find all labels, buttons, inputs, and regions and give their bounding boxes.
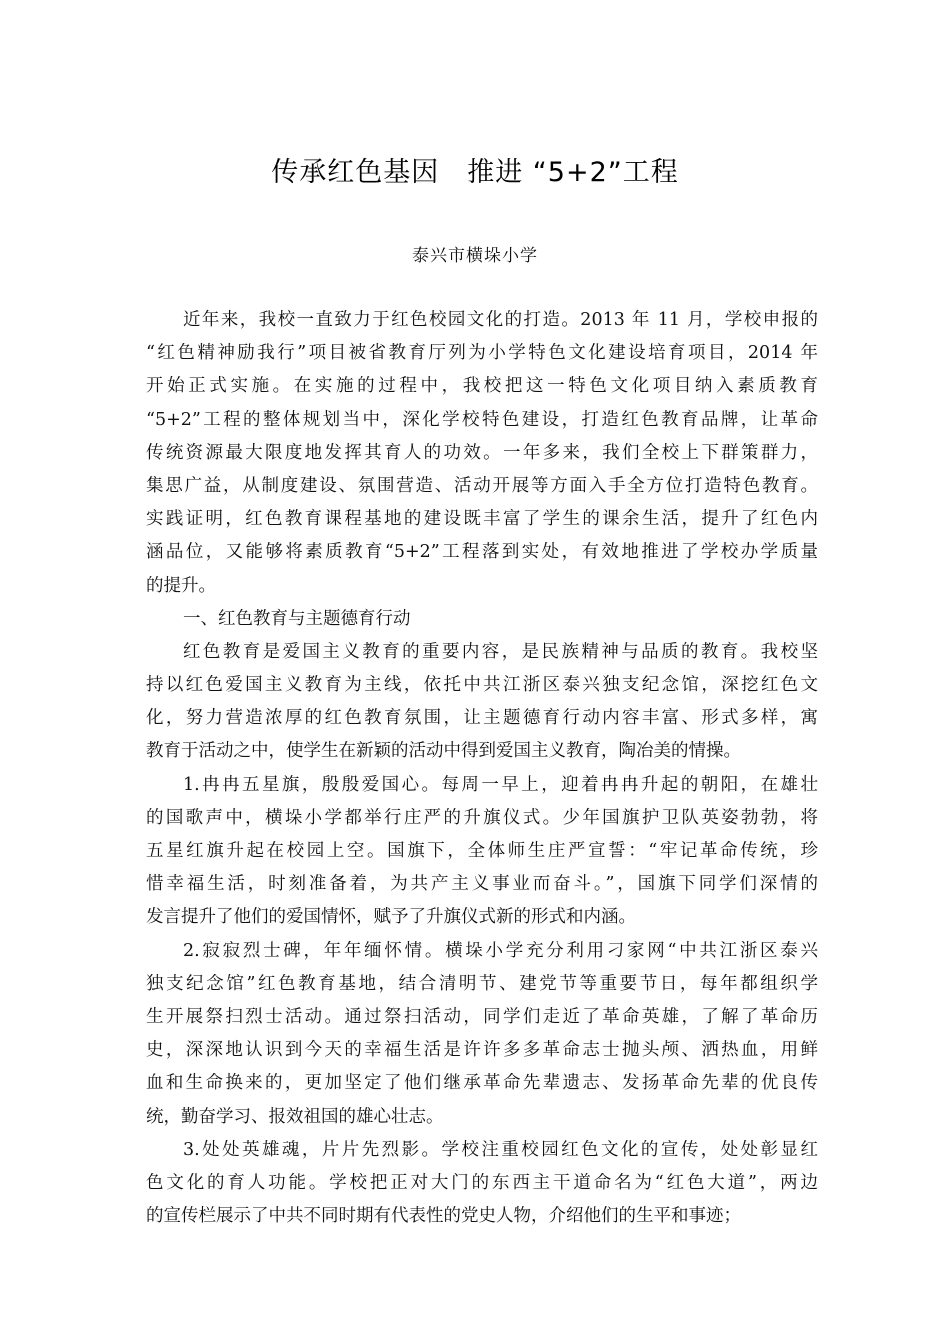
body-line: 发言提升了他们的爱国情怀，赋予了升旗仪式新的形式和内涵。 xyxy=(146,907,636,928)
body-line: 五星红旗升起在校园上空。国旗下，全体师生庄严宣誓：“牢记革命传统，珍 xyxy=(146,841,818,861)
body-line: 的提升。 xyxy=(146,575,216,596)
body-line: 集思广益，从制度建设、氛围营造、活动开展等方面入手全方位打造特色教育。 xyxy=(146,475,818,496)
document-title: 传承红色基因 推进 “5+2”工程 xyxy=(271,157,679,188)
body-line: “红色精神励我行”项目被省教育厅列为小学特色文化建设培育项目，2014 年 xyxy=(146,343,818,364)
document-body xyxy=(146,304,818,1233)
body-line: “5+2”工程的整体规划当中，深化学校特色建设，打造红色教育品牌，让革命 xyxy=(146,409,818,430)
body-line: 红色教育是爱国主义教育的重要内容，是民族精神与品质的教育。我校坚 xyxy=(183,641,818,662)
body-line: 化，努力营造浓厚的红色教育氛围，让主题德育行动内容丰富、形式多样，寓 xyxy=(146,708,818,729)
body-line: 实践证明，红色教育课程基地的建设既丰富了学生的课余生活，提升了红色内 xyxy=(146,509,818,530)
body-line: 生开展祭扫烈士活动。通过祭扫活动，同学们走近了革命英雄，了解了革命历 xyxy=(146,1006,818,1027)
body-line: 一、红色教育与主题德育行动 xyxy=(183,608,411,629)
body-line: 1.冉冉五星旗，殷殷爱国心。每周一早上，迎着冉冉升起的朝阳，在雄壮 xyxy=(183,774,818,795)
body-line: 独支纪念馆”红色教育基地，结合清明节、建党节等重要节日，每年都组织学 xyxy=(146,973,818,994)
document-author: 泰兴市横垛小学 xyxy=(412,246,538,266)
body-line: 3.处处英雄魂，片片先烈影。学校注重校园红色文化的宣传，处处彰显红 xyxy=(183,1139,818,1160)
body-line: 色文化的育人功能。学校把正对大门的东西主干道命名为“红色大道”，两边 xyxy=(146,1172,818,1193)
body-line: 的国歌声中，横垛小学都举行庄严的升旗仪式。少年国旗护卫队英姿勃勃，将 xyxy=(146,807,818,828)
body-line: 近年来，我校一直致力于红色校园文化的打造。2013 年 11 月，学校申报的 xyxy=(183,310,818,330)
body-line: 2.寂寂烈士碑，年年缅怀情。横垛小学充分利用刁家网“中共江浙区泰兴 xyxy=(183,940,818,961)
body-line: 传统资源最大限度地发挥其育人的功效。一年多来，我们全校上下群策群力， xyxy=(146,442,818,463)
body-line: 统，勤奋学习、报效祖国的雄心壮志。 xyxy=(146,1106,444,1127)
body-line: 血和生命换来的，更加坚定了他们继承革命先辈遗志、发扬革命先辈的优良传 xyxy=(146,1073,818,1094)
body-line: 教育于活动之中，使学生在新颖的活动中得到爱国主义教育，陶冶美的情操。 xyxy=(146,741,741,762)
body-line: 的宣传栏展示了中共不同时期有代表性的党史人物，介绍他们的生平和事迹； xyxy=(146,1206,741,1227)
body-line: 史，深深地认识到今天的幸福生活是许许多多革命志士抛头颅、洒热血，用鲜 xyxy=(146,1040,818,1061)
body-line: 涵品位，又能够将素质教育“5+2”工程落到实处，有效地推进了学校办学质量 xyxy=(146,542,818,563)
body-line: 惜幸福生活，时刻准备着，为共产主义事业而奋斗。”，国旗下同学们深情的 xyxy=(146,874,818,895)
body-line: 持以红色爱国主义教育为主线，依托中共江浙区泰兴独支纪念馆，深挖红色文 xyxy=(146,675,818,696)
body-line: 开始正式实施。在实施的过程中，我校把这一特色文化项目纳入素质教育 xyxy=(146,376,818,397)
